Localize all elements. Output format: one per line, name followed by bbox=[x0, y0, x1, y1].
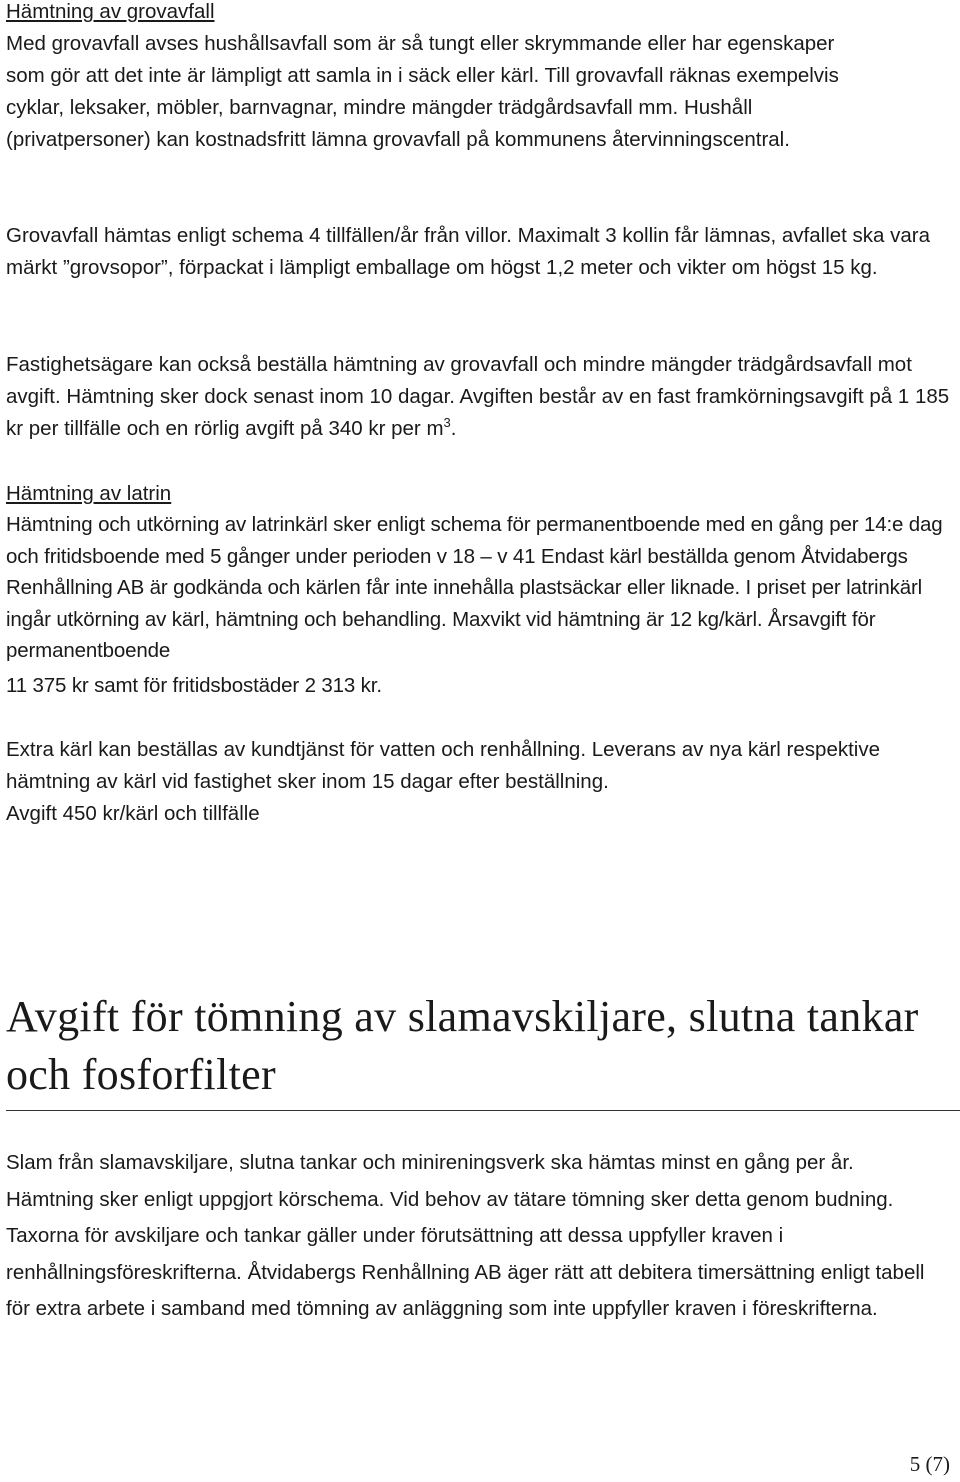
page-number: 5 (7) bbox=[909, 1452, 950, 1476]
latrin-extra-order: Extra kärl kan beställas av kundtjänst för vatten och renhållning. Leverans av nya kärl respektive hämtning av kärl vid fastighet sker inom 15 dagar efter beställning. bbox=[6, 738, 880, 793]
heading-rule bbox=[6, 1110, 960, 1111]
grovavfall-intro: Med grovavfall avses hushållsavfall som är så tungt eller skrymmande eller har egenskaper som gör att det inte är lämpligt att samla in i säck eller kärl. Till grovavfall räknas exempelvis cyklar, leksaker, möbler, barnvagnar, mindre mängder trädgårdsavfall mm. Hushåll (privatpersoner) kan kostnadsfritt lämna grovavfall på kommunens återvinningscentral. bbox=[6, 32, 839, 151]
grovavfall-schedule: Grovavfall hämtas enligt schema 4 tillfällen/år från villor. Maximalt 3 kollin får lämnas, avfallet ska vara märkt ”grovsopor”, förpackat i lämpligt emballage om högst 1,2 meter och vikter om högst 15 kg. bbox=[6, 224, 931, 279]
latrin-body: Hämtning och utkörning av latrinkärl sker enligt schema för permanentboende med en gång per 14:e dag och fritidsboende med 5 gånger under perioden v 18 – v 41 Endast kärl beställda genom Åtvidabergs Renhållning AB är godkända och kärlen får inte innehålla plastsäckar eller liknade. I priset per latrinkärl ingår utkörning av kärl, hämtning och behandling. Maxvikt vid hämtning är 12 kg/kärl. Årsavgift för permanentboende bbox=[6, 513, 943, 662]
grovavfall-order-text: Fastighetsägare kan också beställa hämtning av grovavfall och mindre mängder trädgårdsavfall mot avgift. Hämtning sker dock senast inom 10 dagar. Avgiften består av en fast framkörningsavgift på 1 185 kr per tillfälle och en rörlig avgift på 340 kr per m bbox=[6, 353, 950, 440]
latrin-extra-fee: Avgift 450 kr/kärl och tillfälle bbox=[6, 802, 260, 825]
grovavfall-heading: Hämtning av grovavfall bbox=[6, 0, 215, 23]
latrin-heading: Hämtning av latrin bbox=[6, 482, 172, 505]
grovavfall-order bbox=[6, 349, 956, 445]
latrin-body-last: 11 375 kr samt för fritidsbostäder 2 313 kr. bbox=[6, 674, 382, 697]
slam-heading: Avgift för tömning av slamavskiljare, slutna tankar och fosforfilter bbox=[6, 992, 919, 1099]
grovavfall-order-end: . bbox=[450, 417, 457, 440]
slam-body: Slam från slamavskiljare, slutna tankar och minireningsverk ska hämtas minst en gång per år. Hämtning sker enligt uppgjort körschema. Vid behov av tätare tömning sker detta genom budning. Taxorna för avskiljare och tankar gäller under förutsättning att dessa uppfyller kraven i renhållningsföreskrifterna. Åtvidabergs Renhållning AB äger rätt att debitera timersättning enligt tabell för extra arbete i samband med tömning av anläggning som inte uppfyller kraven i föreskrifterna. bbox=[6, 1151, 925, 1320]
grovavfall-order-sup: 3 bbox=[443, 415, 451, 431]
